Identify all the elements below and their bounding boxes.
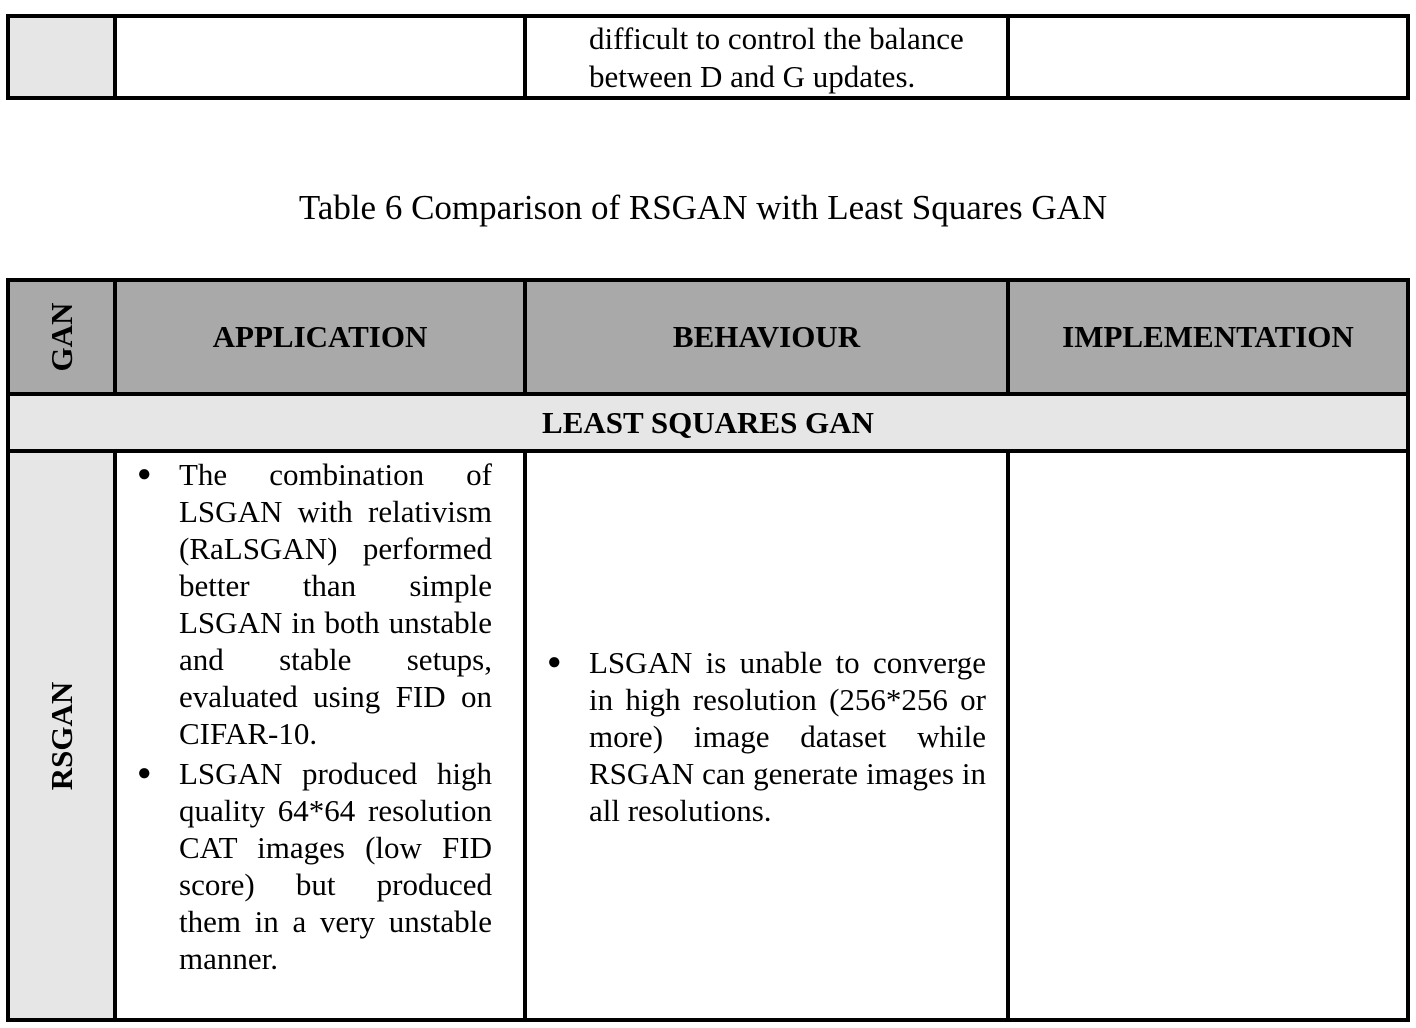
divider — [523, 18, 527, 96]
bullet-icon: ● — [137, 760, 152, 786]
list-item — [547, 644, 986, 829]
row-behaviour-cell — [527, 644, 1006, 829]
divider — [523, 282, 527, 392]
bullet-icon: ● — [137, 461, 152, 487]
header-gan — [10, 282, 113, 392]
divider — [1006, 18, 1010, 96]
header-gan-label: GAN — [43, 302, 79, 372]
bullet-icon: ● — [547, 649, 562, 675]
divider — [113, 282, 117, 392]
header-application-label: APPLICATION — [212, 319, 428, 354]
continued-table-behaviour-text: difficult to control the balance between D and G updates. — [589, 21, 964, 94]
continued-table-gan-cell — [10, 18, 113, 96]
header-behaviour-label: BEHAVIOUR — [672, 319, 861, 354]
application-list — [117, 456, 523, 977]
row-gan-cell — [10, 453, 113, 1018]
header-behaviour — [527, 282, 1006, 392]
divider — [113, 18, 117, 96]
row-application-cell — [117, 456, 523, 977]
section-row — [10, 396, 1406, 449]
row-gan-label: RSGAN — [43, 681, 79, 790]
table-caption: Table 6 Comparison of RSGAN with Least Squares GAN — [298, 188, 1108, 227]
section-title: LEAST SQUARES GAN — [542, 404, 874, 440]
behaviour-item-1: LSGAN is unable to converge in high resolution (256*256 or more) image dataset while RSGAN can generate images in all resolutions. — [589, 645, 986, 828]
row-implementation-cell — [1010, 453, 1406, 1018]
header-application — [117, 282, 523, 392]
behaviour-list — [527, 644, 1006, 829]
list-item — [137, 456, 492, 752]
application-item-2: LSGAN produced high quality 64*64 resolution CAT images (low FID score) but produced them in a very unstable manner. — [179, 756, 492, 976]
list-item — [137, 755, 492, 977]
header-implementation-label: IMPLEMENTATION — [1062, 319, 1354, 354]
divider — [1006, 282, 1010, 392]
header-implementation — [1010, 282, 1406, 392]
application-item-1: The combination of LSGAN with relativism (RaLSGAN) performed better than simple LSGAN in both unstable and stable setups, evaluated using FID on CIFAR-10. — [179, 457, 492, 751]
